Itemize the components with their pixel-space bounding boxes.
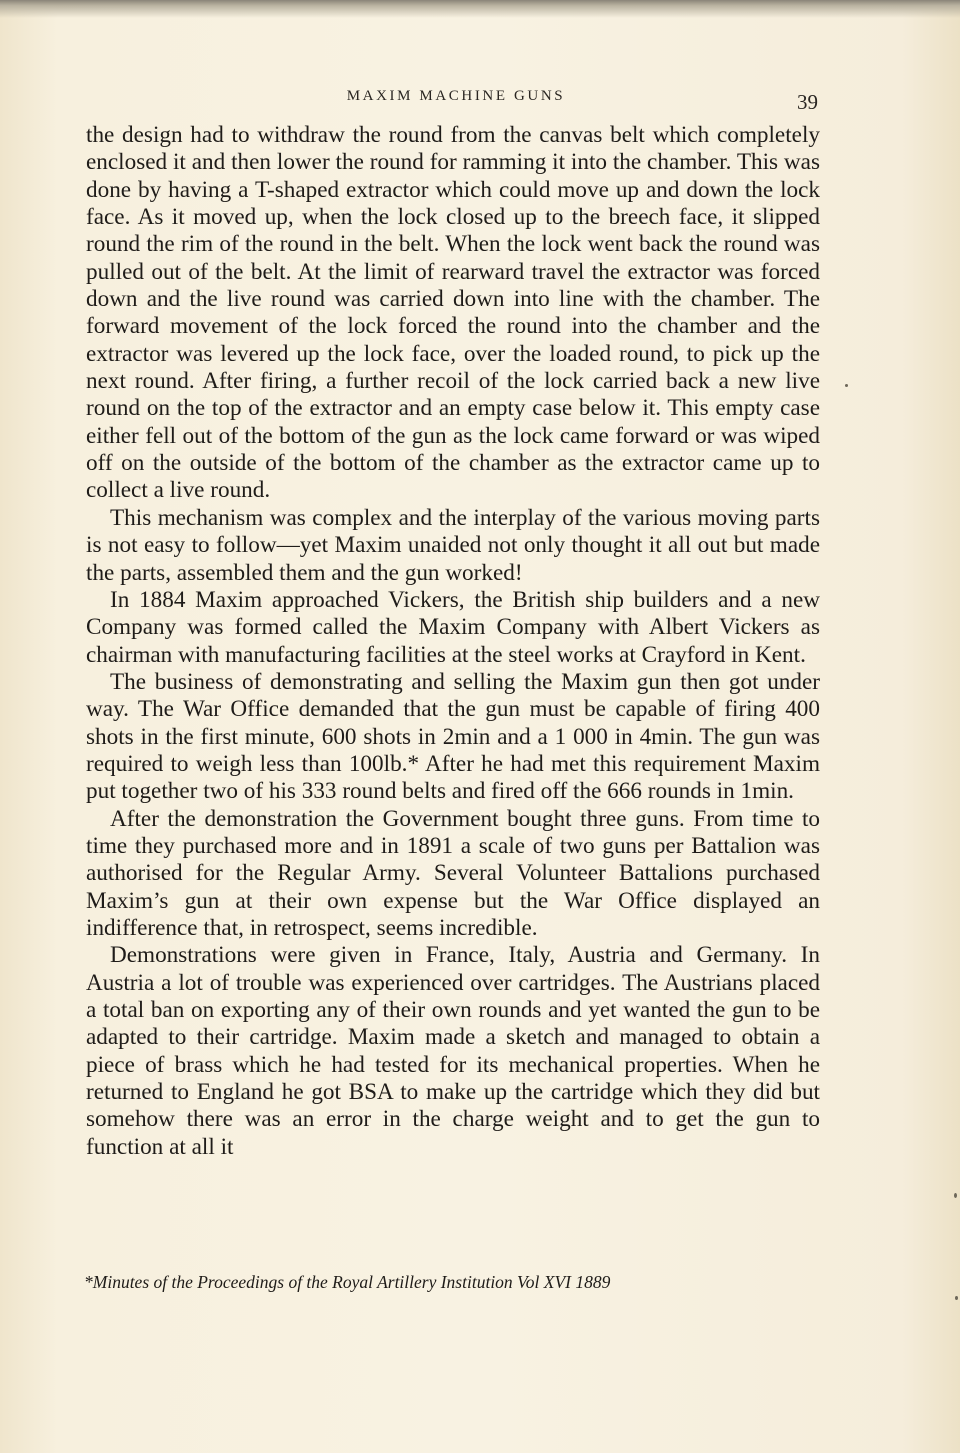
footnote: *Minutes of the Proceedings of the Royal Artillery Institution Vol XVI 1889 xyxy=(84,1272,611,1292)
paragraph-3: In 1884 Maxim approached Vickers, the British ship builders and a new Company was formed called the Maxim Company with Albert Vickers as chairman with manufacturing facilities at the steel works at Crayford in Kent. xyxy=(86,586,820,668)
paragraph-1: the design had to withdraw the round from the canvas belt which completely enclosed it and then lower the round for ramming it into the chamber. This was done by having a T-shaped extractor which could move up and down the lock face. As it moved up, when the lock closed up to the breech face, it slipped round the rim of the round in the belt. When the lock went back the round was pulled out of the belt. At the limit of rearward travel the extractor was forced down and the live round was carried down into line with the chamber. The forward movement of the lock forced the round into the chamber and the extractor was levered up the lock face, over the loaded round, to pick up the next round. After firing, a further recoil of the lock carried back a new live round on the top of the extractor and an empty case below it. This empty case either fell out of the bottom of the gun as the lock came forward or was wiped off on the outside of the bottom of the chamber as the extractor came up to collect a live round. xyxy=(86,122,820,504)
running-head-title: MAXIM MACHINE GUNS xyxy=(346,88,566,104)
scan-top-edge-shadow xyxy=(0,0,960,18)
paragraph-4: The business of demonstrating and selling the Maxim gun then got under way. The War Office demanded that the gun must be capable of firing 400 shots in the first minute, 600 shots in 2min and a 1 000 in 4min. The gun was required to weigh less than 100lb.* After he had met this requirement Maxim put together two of his 333 round belts and fired off the 666 rounds in 1min. xyxy=(86,668,820,805)
paragraph-5: After the demonstration the Government bought three guns. From time to time they purchased more and in 1891 a scale of two guns per Battalion was authorised for the Regular Army. Several Volunteer Battalions purchased Maxim’s gun at their own expense but the War Office displayed an indifference that, in retrospect, seems incredible. xyxy=(86,805,820,941)
scan-speck xyxy=(955,1296,958,1300)
scan-speck xyxy=(954,1193,957,1198)
paragraph-6: Demonstrations were given in France, Italy, Austria and Germany. In Austria a lot of trouble was experienced over cartridges. The Austrians placed a total ban on exporting any of their own rounds and yet wanted the gun to be adapted to their cartridge. Maxim made a sketch and managed to obtain a piece of brass which he had tested for its mechanical properties. When he returned to England he got BSA to make up the cartridge which they did but somehow there was an error in the charge weight and to get the gun to function at all it xyxy=(86,942,820,1160)
scan-speck xyxy=(845,384,848,387)
body-text xyxy=(86,122,820,1161)
paragraph-2: This mechanism was complex and the interplay of the various moving parts is not easy to follow—yet Maxim unaided not only thought it all out but made the parts, assembled them and the gun worked! xyxy=(86,504,820,586)
page-number: 39 xyxy=(797,90,818,114)
